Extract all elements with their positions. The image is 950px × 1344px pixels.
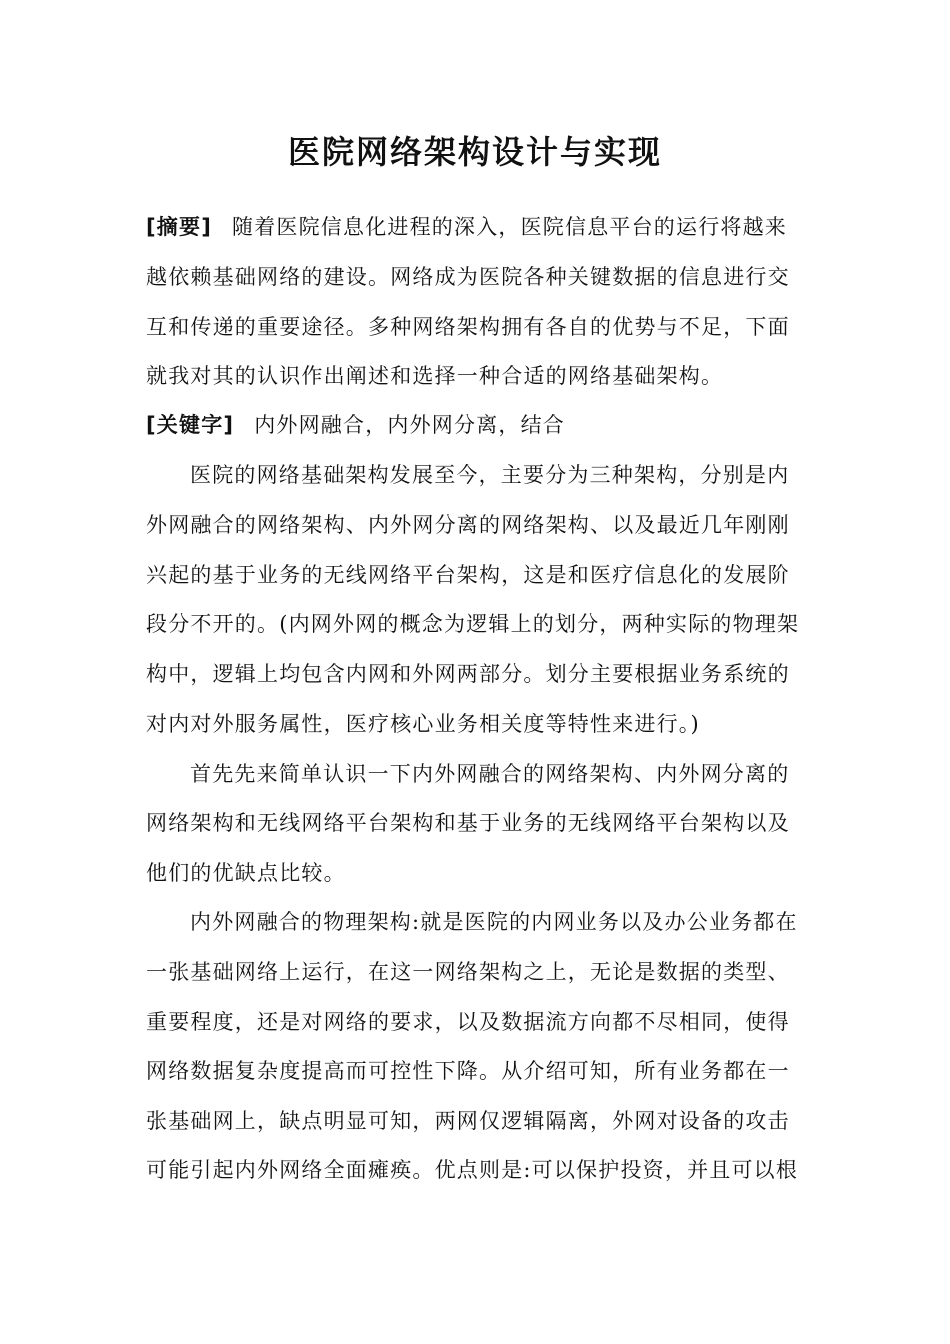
paragraph-1-line-5: 构中，逻辑上均包含内网和外网两部分。划分主要根据业务系统的 bbox=[146, 662, 790, 686]
keywords-label: [关键字] bbox=[146, 413, 235, 437]
paragraph-1-line-4: 段分不开的。(内网外网的概念为逻辑上的划分，两种实际的物理架 bbox=[146, 612, 800, 636]
abstract-label: [摘要] bbox=[146, 215, 212, 239]
abstract-line-1 bbox=[146, 212, 806, 242]
paragraph-1-line-1: 医院的网络基础架构发展至今，主要分为三种架构，分别是内 bbox=[190, 463, 790, 487]
abstract-line-4: 就我对其的认识作出阐述和选择一种合适的网络基础架构。 bbox=[146, 364, 724, 388]
paragraph-2-line-2: 网络架构和无线网络平台架构和基于业务的无线网络平台架构以及 bbox=[146, 811, 790, 835]
paragraph-1-line-2: 外网融合的网络架构、内外网分离的网络架构、以及最近几年刚刚 bbox=[146, 513, 790, 537]
paragraph-2-line-3: 他们的优缺点比较。 bbox=[146, 861, 346, 885]
abstract-line-3: 互和传递的重要途径。多种网络架构拥有各自的优势与不足，下面 bbox=[146, 315, 790, 339]
paragraph-3-line-3: 重要程度，还是对网络的要求，以及数据流方向都不尽相同，使得 bbox=[146, 1010, 790, 1034]
paragraph-1-line-6: 对内对外服务属性，医疗核心业务相关度等特性来进行。) bbox=[146, 712, 700, 736]
paragraph-2-line-1: 首先先来简单认识一下内外网融合的网络架构、内外网分离的 bbox=[190, 762, 790, 786]
abstract-line-2: 越依赖基础网络的建设。网络成为医院各种关键数据的信息进行交 bbox=[146, 265, 790, 289]
paragraph-3-line-2: 一张基础网络上运行，在这一网络架构之上，无论是数据的类型、 bbox=[146, 960, 790, 984]
keywords-text: 内外网融合，内外网分离，结合 bbox=[254, 413, 566, 437]
paragraph-3-line-6: 可能引起内外网络全面瘫痪。优点则是:可以保护投资，并且可以根 bbox=[146, 1158, 799, 1182]
keywords-line bbox=[146, 410, 806, 440]
paragraph-1-line-3: 兴起的基于业务的无线网络平台架构，这是和医疗信息化的发展阶 bbox=[146, 563, 790, 587]
paragraph-3-line-1: 内外网融合的物理架构:就是医院的内网业务以及办公业务都在 bbox=[190, 910, 798, 934]
paragraph-3-line-4: 网络数据复杂度提高而可控性下降。从介绍可知，所有业务都在一 bbox=[146, 1059, 790, 1083]
document-title: 医院网络架构设计与实现 bbox=[287, 133, 662, 171]
paragraph-3-line-5: 张基础网上，缺点明显可知，两网仅逻辑隔离，外网对设备的攻击 bbox=[146, 1109, 790, 1133]
abstract-text: 随着医院信息化进程的深入，医院信息平台的运行将越来 bbox=[232, 215, 787, 239]
